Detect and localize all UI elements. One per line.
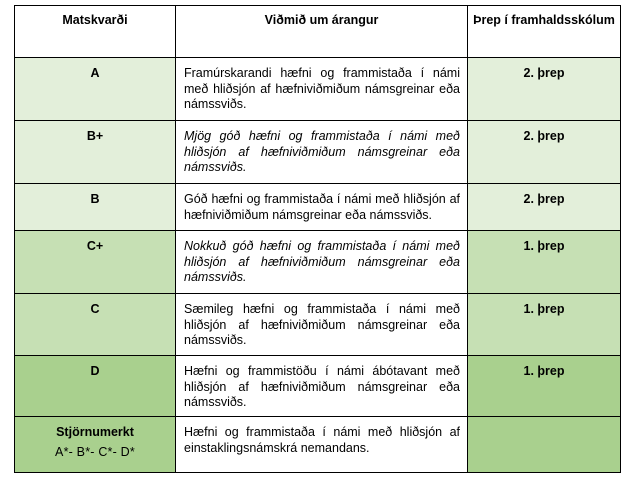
table-row-b-plus (15, 121, 621, 184)
table-row-c-plus (15, 231, 621, 294)
table-row-starred (15, 417, 621, 473)
grading-scale-table (14, 5, 621, 473)
criteria-cell: Mjög góð hæfni og frammistaða í námi með hliðsjón af hæfniviðmiðum námsgreinar eða námssviðs. (176, 121, 468, 184)
header-row (15, 6, 621, 58)
level-cell: 1. þrep (468, 356, 621, 417)
level-cell: 2. þrep (468, 58, 621, 121)
level-cell: 1. þrep (468, 231, 621, 294)
level-cell: 2. þrep (468, 121, 621, 184)
table-row-a (15, 58, 621, 121)
criteria-cell: Sæmileg hæfni og frammistaða í námi með hliðsjón af hæfniviðmiðum námsgreinar eða námssviðs. (176, 294, 468, 356)
grade-cell: C (15, 294, 176, 356)
table-row-b (15, 184, 621, 231)
criteria-cell: Hæfni og frammistöðu í námi ábótavant með hliðsjón af hæfniviðmiðum námsgreinar eða námssviðs. (176, 356, 468, 417)
grade-cell: B (15, 184, 176, 231)
level-cell: 2. þrep (468, 184, 621, 231)
criteria-cell: Framúrskarandi hæfni og frammistaða í námi með hliðsjón af hæfniviðmiðum námsgreinar eða námssviðs. (176, 58, 468, 121)
grade-cell: D (15, 356, 176, 417)
header-achievement-criteria: Viðmið um árangur (176, 6, 468, 58)
header-grading-scale: Matskvarði (15, 6, 176, 58)
criteria-cell: Hæfni og frammistaða í námi með hliðsjón af einstaklingsnámskrá nemandans. (176, 417, 468, 473)
criteria-cell: Góð hæfni og frammistaða í námi með hliðsjón af hæfniviðmiðum námsgreinar eða námssviðs. (176, 184, 468, 231)
table-row-c (15, 294, 621, 356)
grade-cell: A (15, 58, 176, 121)
level-cell: 1. þrep (468, 294, 621, 356)
grade-cell: B+ (15, 121, 176, 184)
starred-grade-variants: A*- B*- C*- D* (55, 444, 135, 459)
criteria-cell: Nokkuð góð hæfni og frammistaða í námi með hliðsjón af hæfniviðmiðum námsgreinar eða námssviðs. (176, 231, 468, 294)
grade-cell: C+ (15, 231, 176, 294)
header-upper-secondary-level: Þrep í framhaldsskólum (468, 6, 621, 58)
starred-grade-label: Stjörnumerkt (56, 425, 134, 439)
grade-cell-starred (15, 417, 176, 473)
table-row-d (15, 356, 621, 417)
level-cell (468, 417, 621, 473)
